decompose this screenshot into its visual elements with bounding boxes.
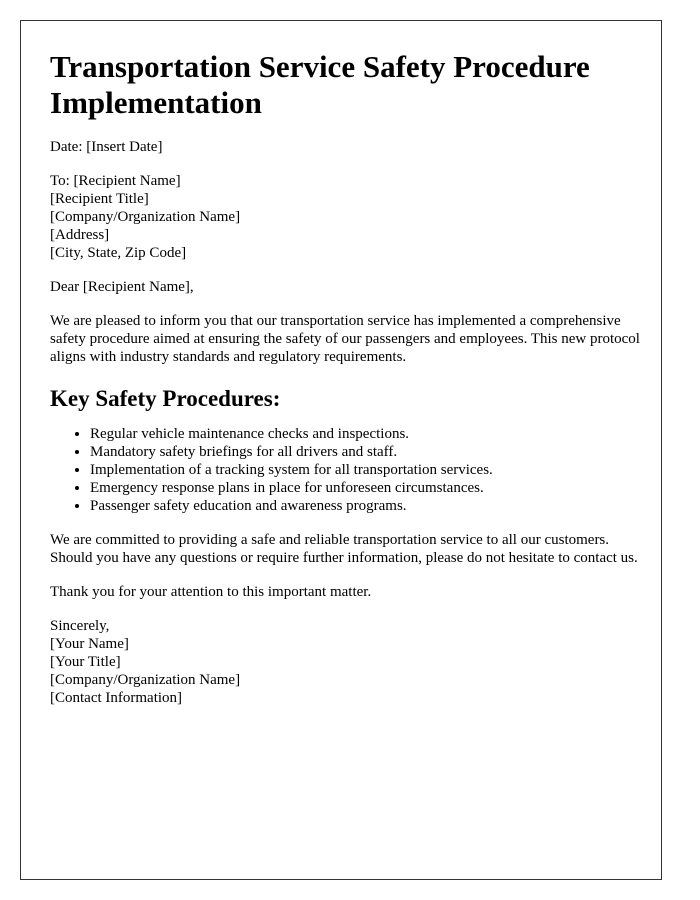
recipient-company: [Company/Organization Name] <box>50 209 241 225</box>
recipient-address: [Address] <box>50 227 110 243</box>
recipient-block <box>50 172 640 262</box>
closing-sign-off: Sincerely, <box>50 618 110 634</box>
recipient-to-line: To: [Recipient Name] <box>50 173 181 189</box>
recipient-city: [City, State, Zip Code] <box>50 245 187 261</box>
closing-company: [Company/Organization Name] <box>50 672 241 688</box>
closing-contact: [Contact Information] <box>50 690 183 706</box>
date-line: Date: [Insert Date] <box>50 139 163 155</box>
closing-title: [Your Title] <box>50 654 121 670</box>
letter-page <box>20 20 662 880</box>
procedure-item: • Regular vehicle maintenance checks and inspections. <box>90 425 640 443</box>
closing-block <box>50 617 640 707</box>
intro-paragraph: We are pleased to inform you that our transportation service has implemented a comprehensive safety procedure aimed at ensuring the safety of our passengers and employees. This new protocol aligns with industry standards and regulatory requirements. <box>50 313 640 365</box>
procedure-item: • Passenger safety education and awareness programs. <box>90 497 640 515</box>
procedure-item: • Implementation of a tracking system for all transportation services. <box>90 461 640 479</box>
procedure-item: • Mandatory safety briefings for all drivers and staff. <box>90 443 640 461</box>
salutation: Dear [Recipient Name], <box>50 279 194 295</box>
procedures-heading: Key Safety Procedures: <box>50 386 281 411</box>
letter-title: Transportation Service Safety Procedure Implementation <box>50 49 590 120</box>
closing-name: [Your Name] <box>50 636 129 652</box>
procedure-item: • Emergency response plans in place for unforeseen circumstances. <box>90 479 640 497</box>
procedures-list <box>50 425 640 515</box>
recipient-title: [Recipient Title] <box>50 191 149 207</box>
commitment-paragraph: We are committed to providing a safe and reliable transportation service to all our customers. Should you have any questions or require further information, please do not hesitate to contact us. <box>50 532 638 566</box>
thanks-paragraph: Thank you for your attention to this important matter. <box>50 584 372 600</box>
letter-content <box>50 49 640 723</box>
